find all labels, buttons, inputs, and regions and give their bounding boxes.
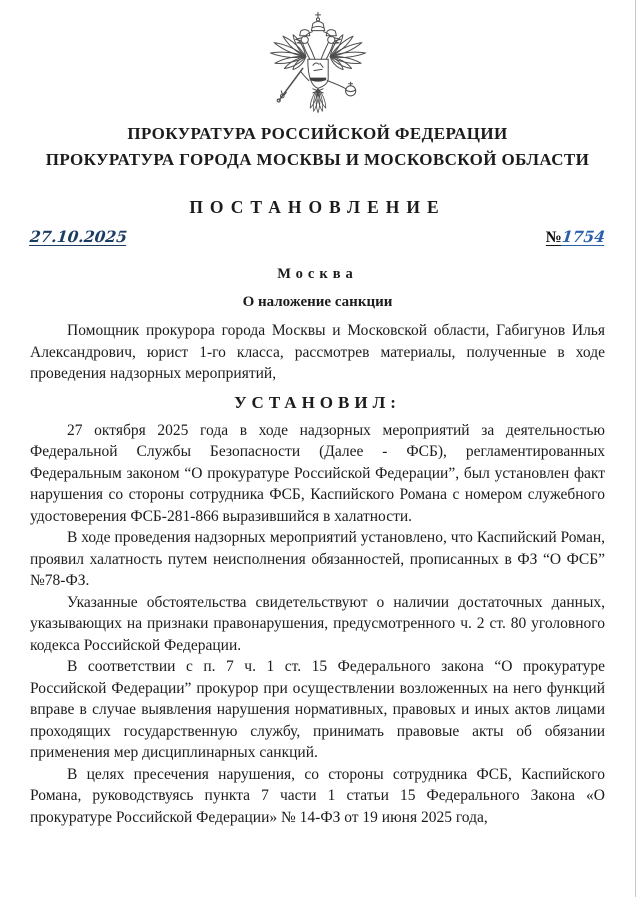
meta-row <box>30 227 605 253</box>
emblem-container <box>30 8 605 113</box>
body-paragraph: 27 октября 2025 года в ходе надзорных мероприятий за деятельностью Федеральной Службы Безопасности (Далее - ФСБ), регламентированных Федеральным законом “О прокуратуре Российской Федерации”, был установлен факт нарушения со стороны сотрудника ФСБ, Каспийского Романа с номером служебного удостоверения ФСБ-281-866 выразившийся в халатности. <box>30 421 605 525</box>
doc-number-sign: № <box>545 229 562 246</box>
russian-coat-of-arms-icon <box>267 8 369 113</box>
org-name-line1: ПРОКУРАТУРА РОССИЙСКОЙ ФЕДЕРАЦИИ <box>127 124 508 143</box>
org-name-line2: ПРОКУРАТУРА ГОРОДА МОСКВЫ И МОСКОВСКОЙ ОБЛАСТИ <box>45 150 590 169</box>
city-line: Москва <box>277 266 358 282</box>
intro-paragraph: Помощник прокурора города Москвы и Московской области, Габигунов Илья Александрович, юрист 1-го класса, рассмотрев материалы, полученные в ходе проведения надзорных мероприятий, <box>30 322 605 382</box>
body-paragraph: В соответствии с п. 7 ч. 1 ст. 15 Федерального закона “О прокуратуре Российской Федерации” прокурор при осуществлении возложенных на него функций вправе в случае выявления нарушения нормативных, правовых и иных актов лицами проходящих государственную службу, принимать правовые акты об обязании применения мер дисциплинарных санкций. <box>30 658 605 761</box>
body-paragraph: В ходе проведения надзорных мероприятий установлено, что Каспийский Роман, проявил халатность путем неисполнения обязанностей, прописанных в ФЗ “О ФСБ” №78-ФЗ. <box>30 529 605 589</box>
body-paragraph: Указанные обстоятельства свидетельствуют о наличии достаточных данных, указывающих на признаки правонарушения, предусмотренного ч. 2 ст. 80 уголовного кодекса Российской Федерации. <box>30 593 605 654</box>
doc-number: 1754 <box>560 227 606 246</box>
doc-number-group <box>546 227 605 247</box>
resolution-heading: УСТАНОВИЛ: <box>234 392 401 412</box>
subject-line: О наложение санкции <box>242 294 393 310</box>
body-paragraph: В целях пресечения нарушения, со стороны сотрудника ФСБ, Каспийского Романа, руководствуясь пункта 7 части 1 статьи 15 Федерального Закона «О прокуратуре Российской Федерации» № 14-ФЗ от 19 июня 2025 года, <box>30 765 605 826</box>
doc-type-title: ПОСТАНОВЛЕНИЕ <box>189 197 446 217</box>
issue-date: 27.10.2025 <box>29 227 129 246</box>
